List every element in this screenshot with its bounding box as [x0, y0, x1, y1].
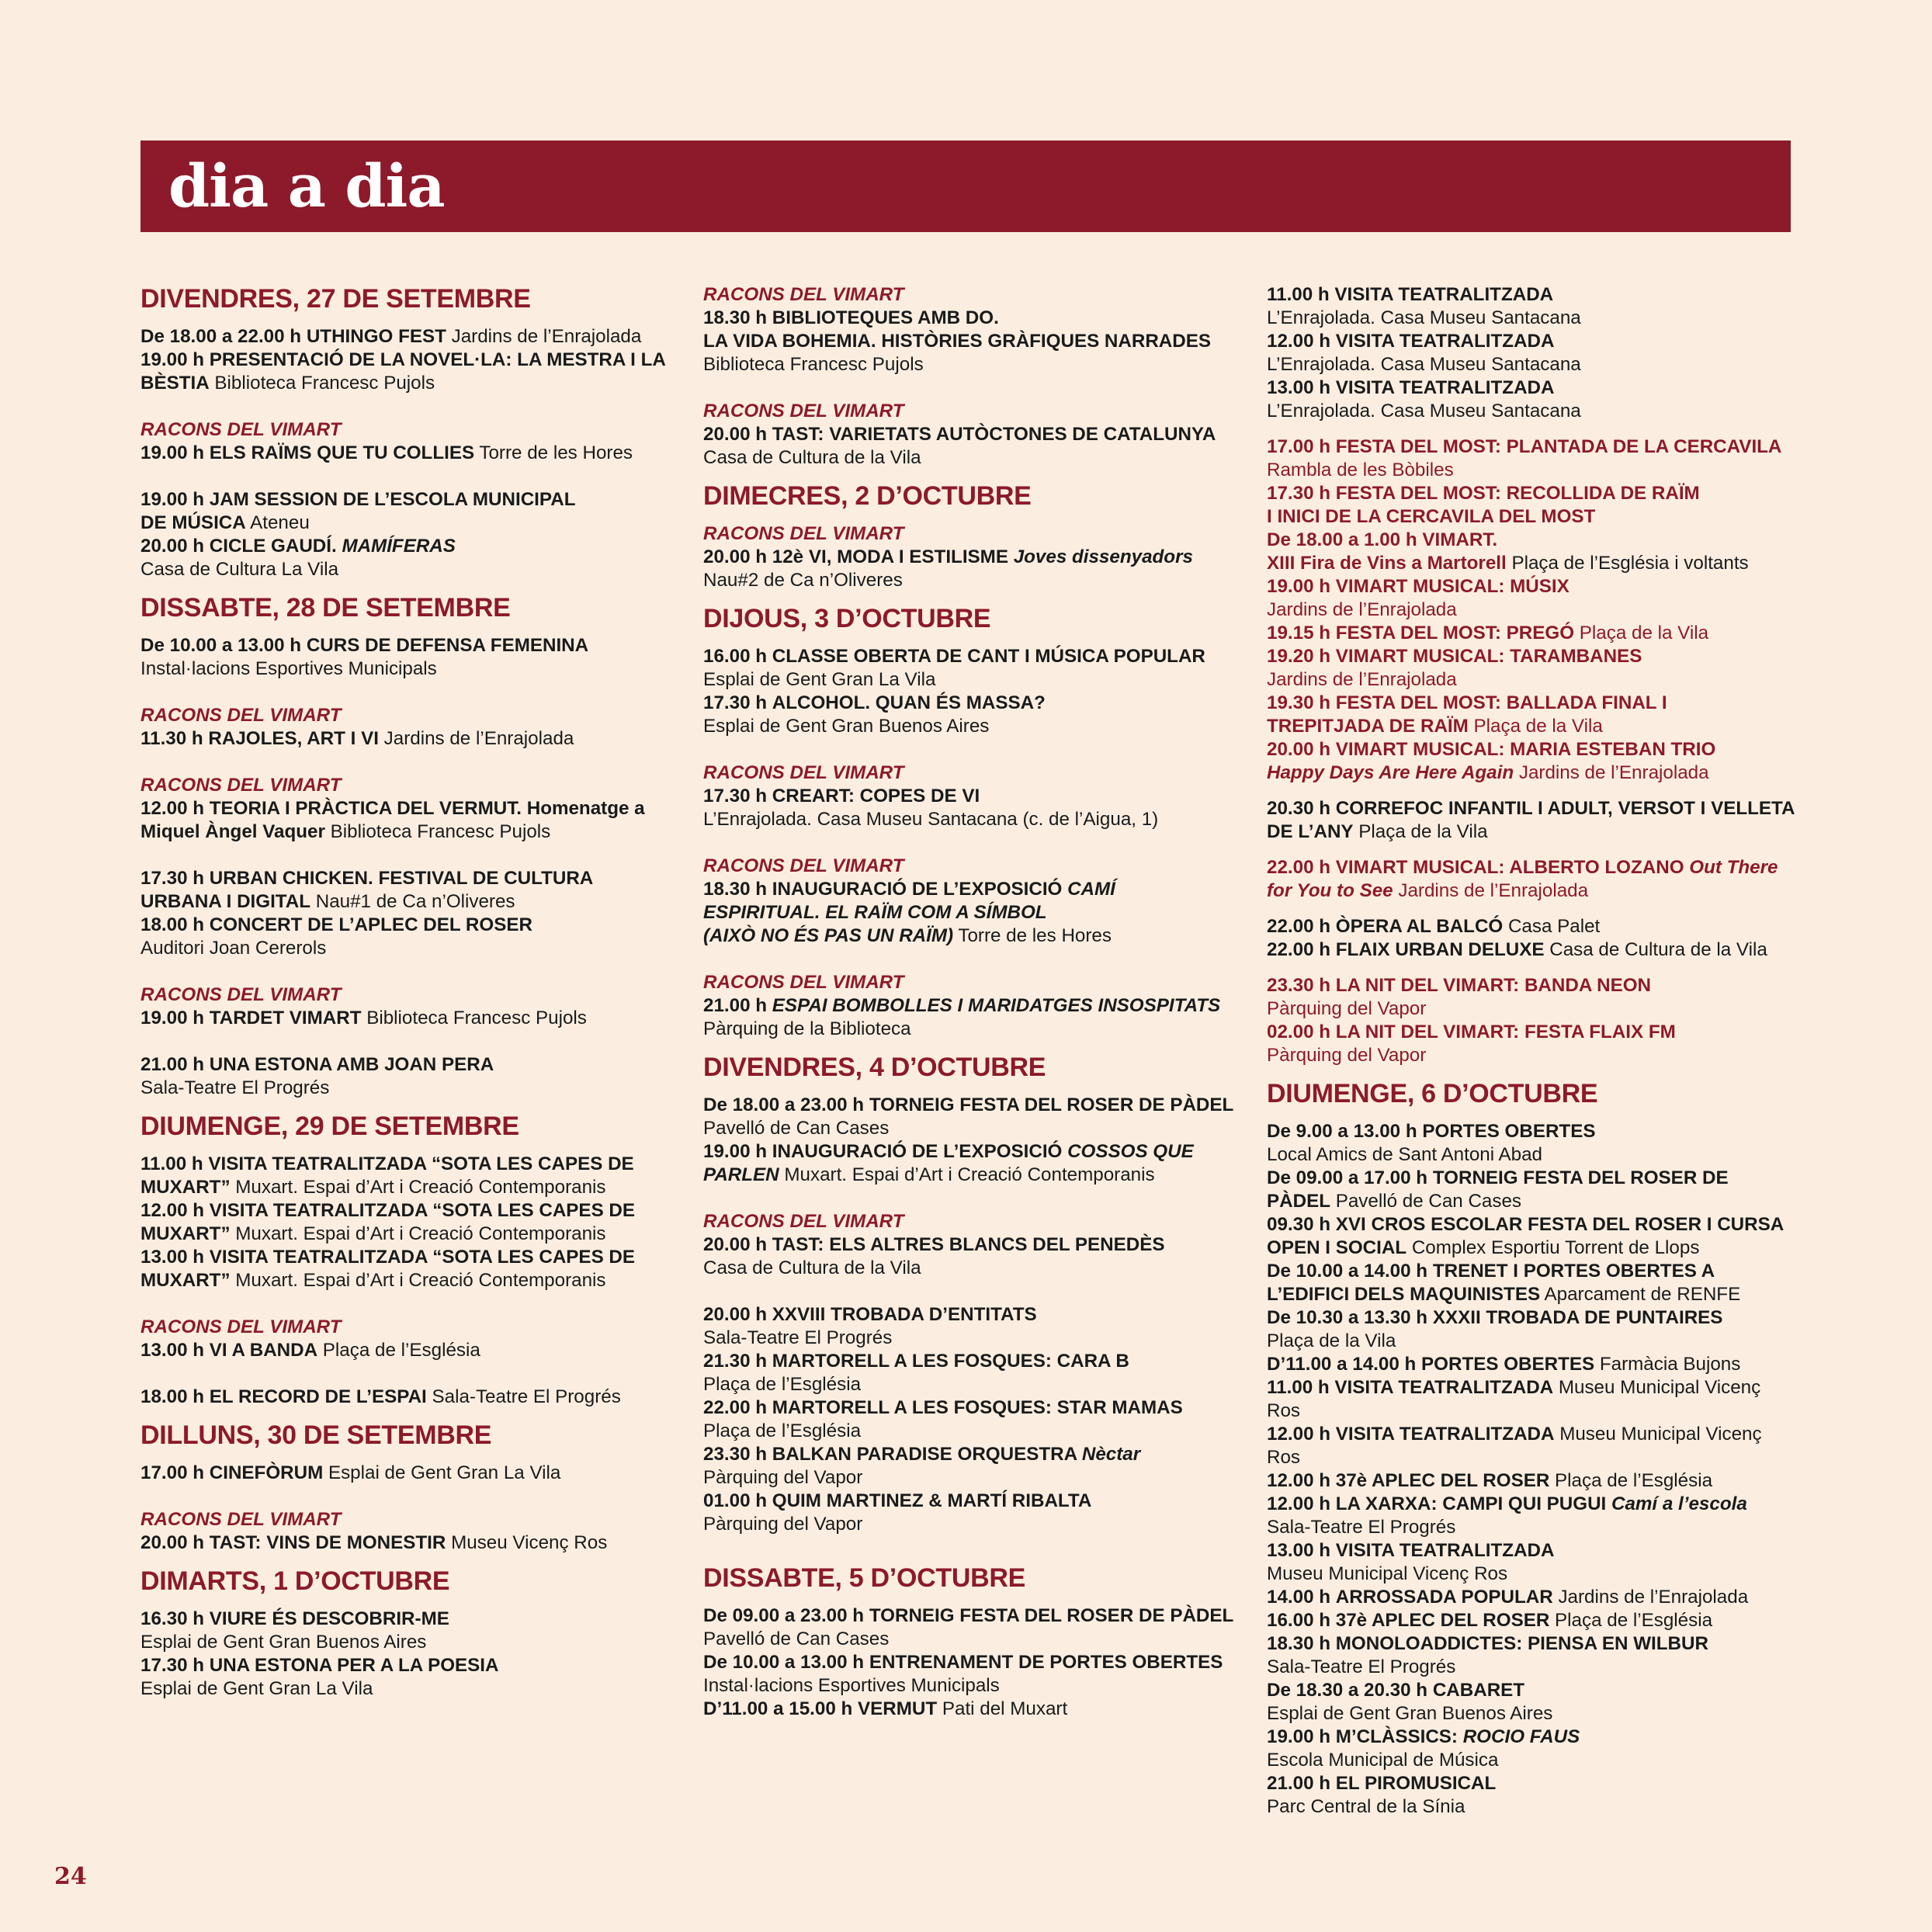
event-entry: 17.30 h CREART: COPES DE VI L’Enrajolada. Casa Museu Santacana (c. de l’Aigua, 1)	[703, 786, 1159, 830]
event-entry: De 10.00 a 13.00 h ENTRENAMENT DE PORTES OBERTES Instal·lacions Esportives Municipals	[703, 1652, 1223, 1696]
event-entry: De 9.00 a 13.00 h PORTES OBERTES Local Amics de Sant Antoni Abad	[1267, 1121, 1596, 1165]
event-entry: 20.00 h TAST: VARIETATS AUTÒCTONES DE CATALUNYA Casa de Cultura de la Vila	[703, 424, 1216, 468]
event-group	[703, 400, 1239, 470]
event-entry: 17.30 h URBAN CHICKEN. FESTIVAL DE CULTURA URBANA I DIGITAL Nau#1 de Ca n’Oliveres	[140, 868, 594, 912]
day-heading: DISSABTE, 5 D’OCTUBRE	[703, 1563, 1025, 1593]
event-entry: 17.00 h CINEFÒRUM Esplai de Gent Gran La Vila	[140, 1462, 561, 1483]
event-group	[140, 1053, 676, 1100]
event-group	[140, 704, 676, 751]
event-entry: 22.00 h VIMART MUSICAL: ALBERTO LOZANO Out There for You to See Jardins de l’Enrajolada	[1267, 857, 1778, 901]
event-entry: 18.00 h CONCERT DE L’APLEC DEL ROSER Auditori Joan Cererols	[140, 914, 532, 959]
racons-label: RACONS DEL VIMART	[703, 523, 904, 544]
racons-label: RACONS DEL VIMART	[703, 401, 904, 421]
event-group	[140, 418, 676, 465]
event-entry: 22.00 h FLAIX URBAN DELUXE Casa de Cultura de la Vila	[1267, 939, 1767, 960]
event-group	[140, 634, 676, 681]
event-entry: 21.00 h ESPAI BOMBOLLES I MARIDATGES INSOSPITATS Pàrquing de la Biblioteca	[703, 995, 1221, 1039]
event-entry: 21.00 h EL PIROMUSICAL Parc Central de la Sínia	[1267, 1773, 1497, 1817]
event-entry: De 18.00 a 1.00 h VIMART. XIII Fira de Vins a Martorell Plaça de l’Església i voltants	[1267, 529, 1749, 574]
event-entry: 13.00 h VISITA TEATRALITZADA Museu Municipal Vicenç Ros	[1267, 1540, 1555, 1584]
event-group	[140, 1386, 676, 1409]
day-heading: DIUMENGE, 29 DE SETEMBRE	[140, 1112, 519, 1141]
event-group	[703, 1303, 1239, 1536]
event-group	[703, 283, 1239, 376]
event-group	[1267, 915, 1795, 962]
event-group	[140, 1153, 676, 1292]
event-entry: 19.15 h FESTA DEL MOST: PREGÓ Plaça de la Vila	[1267, 623, 1709, 643]
event-entry: 19.00 h JAM SESSION DE L’ESCOLA MUNICIPAL DE MÚSICA Ateneu	[140, 489, 576, 533]
event-entry: 20.00 h CICLE GAUDÍ. MAMÍFERAS Casa de Cultura La Vila	[140, 536, 456, 580]
event-entry: 20.00 h 12è VI, MODA I ESTILISME Joves dissenyadors Nau#2 de Ca n’Oliveres	[703, 546, 1193, 591]
event-entry: 11.00 h VISITA TEATRALITZADA Museu Municipal Vicenç Ros	[1267, 1377, 1761, 1421]
event-entry: 16.00 h CLASSE OBERTA DE CANT I MÚSICA POPULAR Esplai de Gent Gran La Vila	[703, 646, 1205, 690]
event-entry: 22.00 h MARTORELL A LES FOSQUES: STAR MAMAS Plaça de l’Església	[703, 1397, 1183, 1441]
event-entry: 12.00 h LA XARXA: CAMPI QUI PUGUI Camí a l’escola Sala-Teatre El Progrés	[1267, 1493, 1747, 1538]
event-entry: 23.30 h BALKAN PARADISE ORQUESTRA Nèctar Pàrquing del Vapor	[703, 1444, 1141, 1488]
event-entry: De 18.00 a 23.00 h TORNEIG FESTA DEL ROSER DE PÀDEL Pavelló de Can Cases	[703, 1094, 1234, 1139]
event-entry: 20.30 h CORREFOC INFANTIL I ADULT, VERSOT I VELLETA DE L’ANY Plaça de la Vila	[1267, 798, 1795, 842]
racons-label: RACONS DEL VIMART	[140, 705, 342, 726]
event-group	[140, 867, 676, 960]
event-group	[1267, 974, 1795, 1067]
event-entry: De 09.00 a 23.00 h TORNEIG FESTA DEL ROSER DE PÀDEL Pavelló de Can Cases	[703, 1605, 1234, 1649]
racons-label: RACONS DEL VIMART	[140, 419, 342, 440]
event-group	[140, 983, 676, 1030]
racons-label: RACONS DEL VIMART	[140, 775, 342, 796]
event-entry: D’11.00 a 15.00 h VERMUT Pati del Muxart	[703, 1698, 1068, 1719]
event-entry: De 18.30 a 20.30 h CABARET Esplai de Gent Gran Buenos Aires	[1267, 1680, 1553, 1724]
event-entry: 20.00 h XXVIII TROBADA D’ENTITATS Sala-Teatre El Progrés	[703, 1304, 1037, 1348]
event-entry: 22.00 h ÒPERA AL BALCÓ Casa Palet	[1267, 916, 1601, 937]
column-3	[1267, 283, 1795, 1842]
day-heading: DIMECRES, 2 D’OCTUBRE	[703, 481, 1032, 511]
page-number: 24	[54, 1863, 87, 1890]
column-1	[140, 283, 676, 1724]
event-group	[140, 1608, 676, 1701]
event-entry: 19.30 h FESTA DEL MOST: BALLADA FINAL I TREPITJADA DE RAÏM Plaça de la Vila	[1267, 692, 1667, 737]
event-entry: 16.30 h VIURE ÉS DESCOBRIR-ME Esplai de Gent Gran Buenos Aires	[140, 1608, 449, 1653]
event-entry: 19.00 h PRESENTACIÓ DE LA NOVEL·LA: LA MESTRA I LA BÈSTIA Biblioteca Francesc Pujols	[140, 349, 665, 394]
event-entry: D’11.00 a 14.00 h PORTES OBERTES Farmàcia Bujons	[1267, 1354, 1741, 1375]
day-heading: DIVENDRES, 4 D’OCTUBRE	[703, 1053, 1046, 1082]
event-entry: 13.00 h VI A BANDA Plaça de l’Església	[140, 1340, 480, 1361]
event-entry: De 10.00 a 14.00 h TRENET I PORTES OBERTES A L’EDIFICI DELS MAQUINISTES Aparcament de RENFE	[1267, 1261, 1741, 1305]
event-entry: 12.00 h 37è APLEC DEL ROSER Plaça de l’Església	[1267, 1470, 1713, 1491]
event-group	[703, 971, 1239, 1041]
event-entry: 14.00 h ARROSSADA POPULAR Jardins de l’Enrajolada	[1267, 1587, 1749, 1608]
event-group	[1267, 283, 1795, 423]
racons-label: RACONS DEL VIMART	[140, 1509, 342, 1530]
event-entry: 20.00 h TAST: ELS ALTRES BLANCS DEL PENEDÈS Casa de Cultura de la Vila	[703, 1234, 1165, 1278]
column-2	[703, 283, 1239, 1744]
event-entry: 09.30 h XVI CROS ESCOLAR FESTA DEL ROSER I CURSA OPEN I SOCIAL Complex Esportiu Torrent de Llops	[1267, 1214, 1784, 1258]
event-group	[703, 1604, 1239, 1721]
racons-label: RACONS DEL VIMART	[703, 972, 904, 993]
event-entry: 17.00 h FESTA DEL MOST: PLANTADA DE LA CERCAVILA Rambla de les Bòbiles	[1267, 436, 1782, 480]
event-entry: 18.00 h EL RECORD DE L’ESPAI Sala-Teatre El Progrés	[140, 1386, 621, 1407]
event-entry: 11.00 h VISITA TEATRALITZADA L’Enrajolada. Casa Museu Santacana	[1267, 284, 1581, 328]
event-entry: 12.00 h VISITA TEATRALITZADA Museu Municipal Vicenç Ros	[1267, 1424, 1762, 1468]
racons-label: RACONS DEL VIMART	[703, 762, 904, 783]
event-group	[1267, 435, 1795, 785]
racons-label: RACONS DEL VIMART	[703, 855, 904, 876]
day-heading: DIUMENGE, 6 D’OCTUBRE	[1267, 1079, 1598, 1108]
event-entry: 01.00 h QUIM MARTINEZ & MARTÍ RIBALTA Pàrquing del Vapor	[703, 1490, 1092, 1535]
event-group	[140, 488, 676, 581]
event-entry: 23.30 h LA NIT DEL VIMART: BANDA NEON Pàrquing del Vapor	[1267, 975, 1651, 1019]
event-entry: 11.30 h RAJOLES, ART I VI Jardins de l’Enrajolada	[140, 728, 574, 749]
event-entry: De 10.30 a 13.30 h XXXII TROBADA DE PUNTAIRES Plaça de la Vila	[1267, 1307, 1723, 1351]
event-entry: 19.00 h TARDET VIMART Biblioteca Francesc Pujols	[140, 1008, 587, 1028]
event-entry: 19.00 h M’CLÀSSICS: ROCIO FAUS Escola Municipal de Música	[1267, 1726, 1580, 1771]
event-group	[703, 1094, 1239, 1187]
event-entry: 13.00 h VISITA TEATRALITZADA “SOTA LES CAPES DE MUXART” Muxart. Espai d’Art i Creació Contemporanis	[140, 1247, 636, 1291]
event-entry: 17.30 h UNA ESTONA PER A LA POESIA Esplai de Gent Gran La Vila	[140, 1655, 499, 1699]
event-entry: 21.30 h MARTORELL A LES FOSQUES: CARA B Plaça de l’Església	[703, 1351, 1129, 1395]
day-heading: DIJOUS, 3 D’OCTUBRE	[703, 604, 991, 633]
event-entry: 12.00 h TEORIA I PRÀCTICA DEL VERMUT. Homenatge a Miquel Àngel Vaquer Biblioteca Francesc Pujols	[140, 798, 645, 842]
event-entry: 20.00 h TAST: VINS DE MONESTIR Museu Vicenç Ros	[140, 1532, 608, 1553]
event-group	[703, 1210, 1239, 1280]
event-group	[703, 855, 1239, 948]
event-group	[140, 325, 676, 395]
event-entry: 20.00 h VIMART MUSICAL: MARIA ESTEBAN TRIO Happy Days Are Here Again Jardins de l’Enrajolada	[1267, 739, 1716, 783]
event-entry: De 10.00 a 13.00 h CURS DE DEFENSA FEMENINA Instal·lacions Esportives Municipals	[140, 635, 589, 679]
event-entry: 18.30 h INAUGURACIÓ DE L’EXPOSICIÓ CAMÍ ESPIRITUAL. EL RAÏM COM A SÍMBOL (AIXÒ NO ÉS PAS UN RAÏM) Torre de les Hores	[703, 879, 1115, 946]
racons-label: RACONS DEL VIMART	[703, 1211, 904, 1232]
event-entry: 18.30 h MONOLOADDICTES: PIENSA EN WILBUR Sala-Teatre El Progrés	[1267, 1633, 1708, 1677]
racons-label: RACONS DEL VIMART	[140, 1316, 342, 1337]
day-heading: DILLUNS, 30 DE SETEMBRE	[140, 1420, 492, 1450]
racons-label: RACONS DEL VIMART	[140, 984, 342, 1005]
event-entry: 02.00 h LA NIT DEL VIMART: FESTA FLAIX FM Pàrquing del Vapor	[1267, 1021, 1676, 1066]
event-group	[140, 1508, 676, 1555]
event-entry: 17.30 h FESTA DEL MOST: RECOLLIDA DE RAÏM I INICI DE LA CERCAVILA DEL MOST	[1267, 483, 1700, 527]
event-entry: 19.00 h ELS RAÏMS QUE TU COLLIES Torre de les Hores	[140, 442, 633, 463]
event-entry: 21.00 h UNA ESTONA AMB JOAN PERA Sala-Teatre El Progrés	[140, 1054, 494, 1098]
event-entry: 19.00 h INAUGURACIÓ DE L’EXPOSICIÓ COSSOS QUE PARLEN Muxart. Espai d’Art i Creació Contemporanis	[703, 1141, 1194, 1185]
event-group	[703, 522, 1239, 592]
event-entry: 19.00 h VIMART MUSICAL: MÚSIX Jardins de l’Enrajolada	[1267, 576, 1570, 620]
event-entry: 12.00 h VISITA TEATRALITZADA L’Enrajolada. Casa Museu Santacana	[1267, 331, 1581, 375]
event-group	[140, 1462, 676, 1485]
day-heading: DIVENDRES, 27 DE SETEMBRE	[140, 284, 531, 314]
day-heading: DISSABTE, 28 DE SETEMBRE	[140, 593, 511, 623]
event-entry: 17.30 h ALCOHOL. QUAN ÉS MASSA? Esplai de Gent Gran Buenos Aires	[703, 692, 1046, 737]
event-entry: 18.30 h BIBLIOTEQUES AMB DO. LA VIDA BOHEMIA. HISTÒRIES GRÀFIQUES NARRADES Biblioteca Francesc Pujols	[703, 307, 1211, 375]
event-group	[703, 761, 1239, 831]
event-group	[703, 645, 1239, 738]
header-bar	[140, 140, 1791, 232]
event-group	[1267, 1120, 1795, 1819]
event-entry: 13.00 h VISITA TEATRALITZADA L’Enrajolada. Casa Museu Santacana	[1267, 377, 1581, 421]
page-title: dia a dia	[168, 151, 445, 220]
day-heading: DIMARTS, 1 D’OCTUBRE	[140, 1566, 450, 1596]
event-group	[1267, 797, 1795, 844]
event-entry: 12.00 h VISITA TEATRALITZADA “SOTA LES CAPES DE MUXART” Muxart. Espai d’Art i Creació Contemporanis	[140, 1200, 636, 1244]
event-entry: De 18.00 a 22.00 h UTHINGO FEST Jardins de l’Enrajolada	[140, 326, 642, 347]
event-entry: 11.00 h VISITA TEATRALITZADA “SOTA LES CAPES DE MUXART” Muxart. Espai d’Art i Creació Contemporanis	[140, 1153, 634, 1198]
event-entry: De 09.00 a 17.00 h TORNEIG FESTA DEL ROSER DE PÀDEL Pavelló de Can Cases	[1267, 1167, 1729, 1212]
event-entry: 16.00 h 37è APLEC DEL ROSER Plaça de l’Església	[1267, 1610, 1713, 1631]
event-entry: 19.20 h VIMART MUSICAL: TARAMBANES Jardins de l’Enrajolada	[1267, 646, 1642, 690]
event-group	[1267, 856, 1795, 903]
event-group	[140, 774, 676, 844]
racons-label: RACONS DEL VIMART	[703, 284, 904, 305]
event-group	[140, 1316, 676, 1362]
